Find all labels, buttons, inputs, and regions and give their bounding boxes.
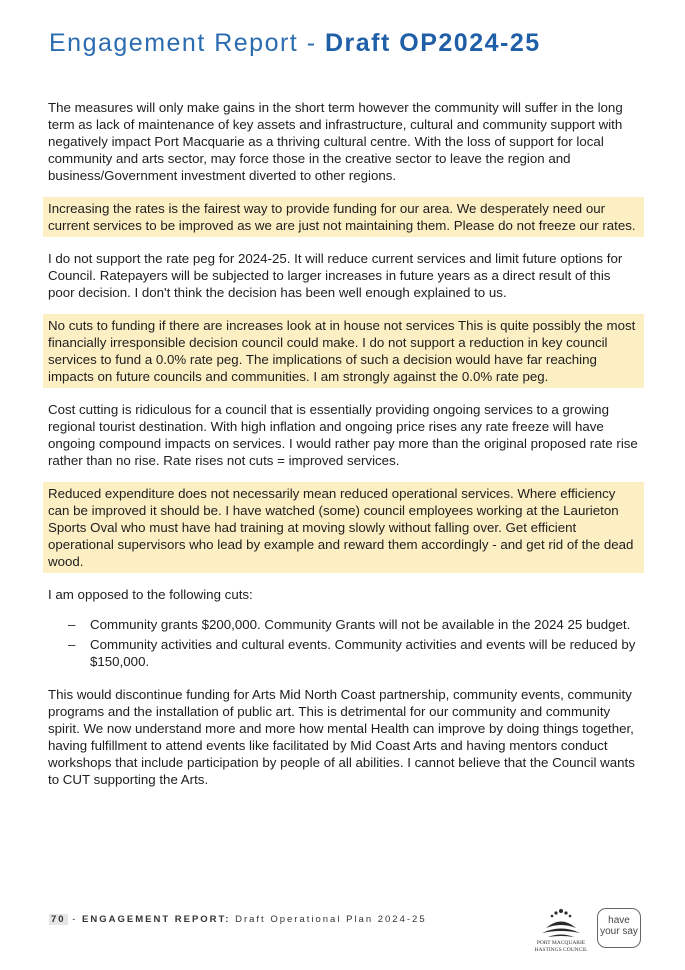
page-title-bold: Draft OP2024-25 <box>324 29 541 57</box>
dash-bullet-icon: – <box>68 637 76 652</box>
page-title-light: Engagement Report - <box>49 29 325 57</box>
comment-paragraph-highlighted: Increasing the rates is the fairest way to provide funding for our area. We desperately need our current services to be improved as we are just not maintaining them. Please do not freeze our rates. <box>43 197 644 237</box>
footer-separator: - <box>67 914 83 925</box>
comment-paragraph: This would discontinue funding for Arts Mid North Coast partnership, community events, community programs and the installation of public art. This is detrimental for our community and community spirit. We now understand more and more how mental Health can improve by doing things together, having fulfillment to attend events like facilitated by Mid Coast Arts and having mentors conduct workshops that include participation by people of all abilities. I cannot believe that the Council wants to CUT supporting the Arts. <box>48 687 635 787</box>
have-your-say-logo: have your say <box>597 908 641 948</box>
page-footer <box>49 914 427 925</box>
list-item <box>68 636 639 670</box>
page-number: 70 <box>51 914 66 925</box>
council-logo-icon <box>530 906 592 940</box>
comment-paragraph: I do not support the rate peg for 2024-25. It will reduce current services and limit future options for Council. Ratepayers will be subjected to larger increases in future years as a direct result of this poor decision. I don't think the decision has been well enough explained to us. <box>48 251 623 300</box>
comment-paragraph-highlighted: Reduced expenditure does not necessarily mean reduced operational services. Where efficiency can be improved it should be. I have watched (some) council employees working at the Laurieton Sports Oval who must have had training at moving slowly without falling over. Get efficient operational supervisors who lead by example and reward them accordingly - and get rid of the dead wood. <box>43 482 644 573</box>
comment-paragraph: I am opposed to the following cuts: <box>48 587 253 602</box>
dash-bullet-icon: – <box>68 617 76 632</box>
council-logo <box>530 906 592 962</box>
list-item-text: Community grants $200,000. Community Grants will not be available in the 2024 25 budget. <box>90 617 631 632</box>
footer-label: ENGAGEMENT REPORT: <box>82 914 231 925</box>
footer-subtitle: Draft Operational Plan 2024-25 <box>230 914 427 925</box>
council-logo-text: PORT MACQUARIE HASTINGS COUNCIL <box>534 940 588 953</box>
list-item <box>68 616 639 633</box>
comment-paragraph-highlighted: No cuts to funding if there are increases look at in house not services This is quite possibly the most financially irresponsible decision council could make. I do not support a reduction in key council services to fund a 0.0% rate peg. The implications of such a decision would have far reaching impacts on future councils and communities. I am strongly against the 0.0% rate peg. <box>43 314 644 388</box>
comment-paragraph: The measures will only make gains in the short term however the community will suffer in the long term as lack of maintenance of key assets and infrastructure, cultural and community support with negatively impact Port Macquarie as a thriving cultural centre. With the loss of support for local community and arts sector, may force those in the creative sector to leave the region and business/Government investment diverted to other regions. <box>48 100 623 183</box>
cuts-list <box>43 616 644 670</box>
comment-paragraph: Cost cutting is ridiculous for a council that is essentially providing ongoing services to a growing regional tourist destination. With high inflation and ongoing price rises any rate freeze will have ongoing compound impacts on services. I would rather pay more than the original proposed rate rise rather than no rise. Rate rises not cuts = improved services. <box>48 402 638 468</box>
report-body <box>43 96 644 791</box>
list-item-text: Community activities and cultural events. Community activities and events will be reduced by $150,000. <box>90 637 636 669</box>
page-title <box>49 29 541 58</box>
